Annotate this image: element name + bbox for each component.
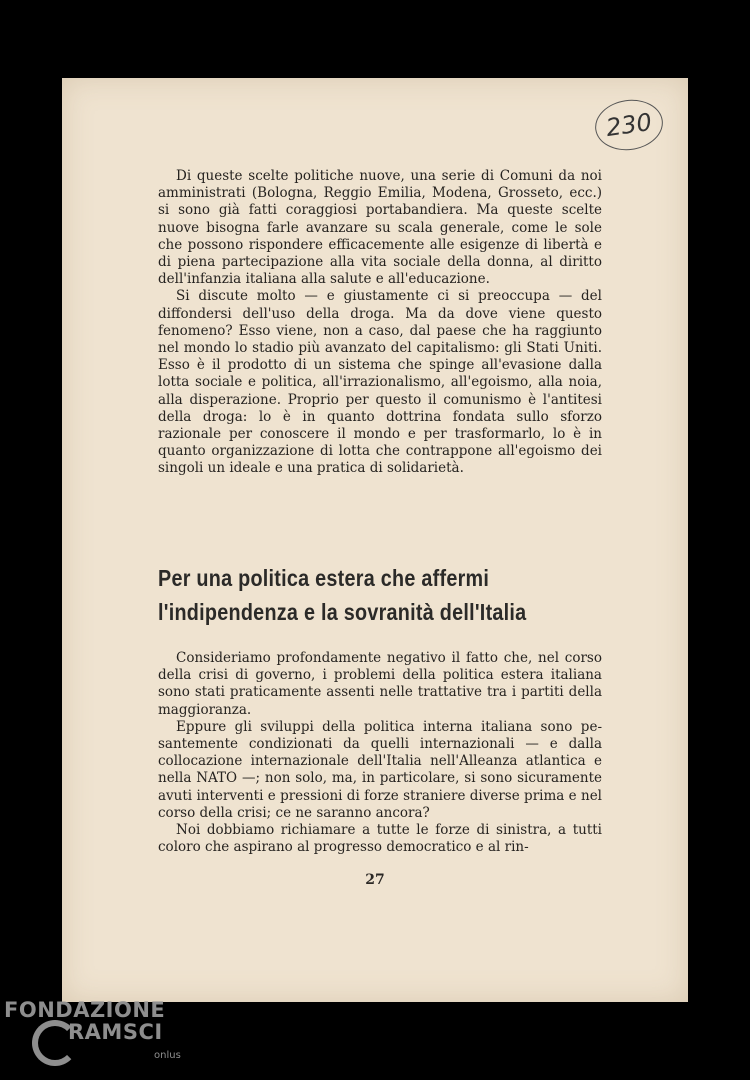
heading-line-2: l'indipendenza e la sovranità dell'Italia: [158, 599, 527, 625]
page-number: 27: [365, 872, 385, 888]
fondazione-gramsci-watermark: [4, 996, 189, 1080]
body-section-1: [158, 168, 602, 478]
document-page: [62, 78, 688, 1002]
paragraph: Eppure gli sviluppi della politica interna italiana sono pesantemente condizionati da quelli internazionali — e dalla collocazione internazionale dell'Italia nell'Alleanza atlantica e nella NATO —; non solo, ma, in particolare, si sono sicuramente avuti interventi e pressioni di forze straniere diverse prima e nel corso della crisi; ce ne saranno ancora?: [158, 718, 602, 821]
watermark-suffix: onlus: [154, 1050, 181, 1061]
paragraph: Consideriamo profondamente negativo il fatto che, nel corso della crisi di governo, i problemi della politica estera italiana sono stati praticamente assenti nelle trattative tra i partiti della maggioranza.: [158, 650, 602, 718]
paragraph: Si discute molto — e giustamente ci si preoccupa — del diffondersi dell'uso della droga. Ma da dove viene questo fenomeno? Esso viene, non a caso, dal paese che ha raggiunto nel mondo lo stadio più avanzato del capitalismo: gli Stati Uniti. Esso è il prodotto di un sistema che spinge all'evasione dalla lotta sociale e politica, all'irrazionalismo, all'egoismo, alla noia, alla disperazione. Proprio per questo il comunismo è l'antitesi della droga: lo è in quanto dottrina fondata sullo sforzo razionale per conoscere il mondo e per trasformarlo, lo è in quanto organizzazione di lotta che contrappone all'egoismo dei singoli un ideale e una pratica di solidarietà.: [158, 288, 602, 477]
archive-number-annotation: 230: [592, 96, 666, 155]
paragraph: Di queste scelte politiche nuove, una serie di Comuni da noi amministrati (Bologna, Reggio Emilia, Modena, Grosseto, ecc.) si sono già fatti coraggiosi portabandiera. Ma queste scelte nuove bisogna farle avanzare su scala generale, come le sole che possono rispondere efficacemente alle esigenze di libertà e di piena partecipazione alla vita sociale della donna, al diritto dell'infanzia italiana alla salute e all'educazione.: [158, 168, 602, 288]
paragraph: Noi dobbiamo richiamare a tutte le forze di sinistra, a tutti coloro che aspirano al progresso democratico e al rin-: [158, 822, 602, 856]
section-heading: [158, 561, 562, 629]
watermark-line-2: RAMSCI: [68, 1020, 163, 1044]
body-section-2: [158, 650, 602, 856]
watermark-line-1: FONDAZIONE: [4, 998, 166, 1022]
heading-line-1: Per una politica estera che affermi: [158, 565, 490, 591]
